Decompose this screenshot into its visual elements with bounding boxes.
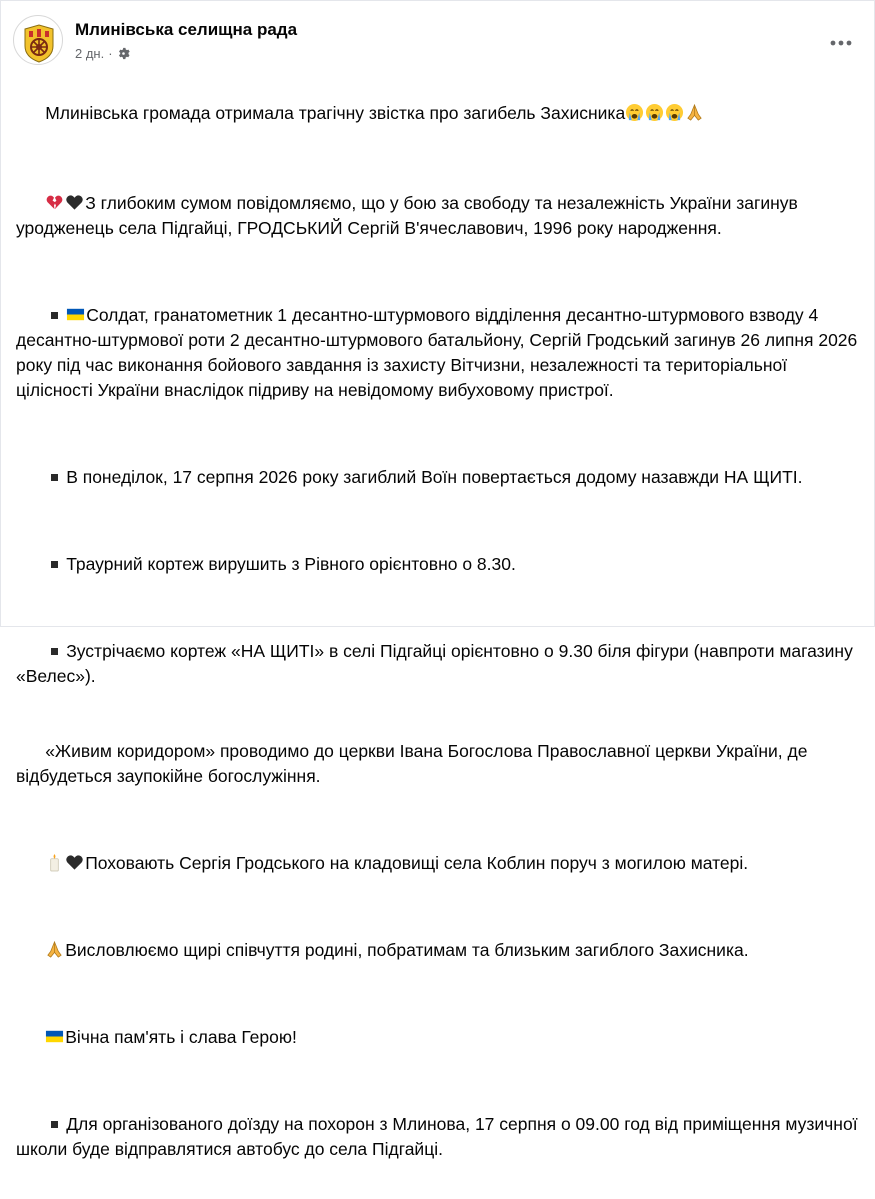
paragraph-text: Траурний кортеж вирушить з Рівного орієнтовно о 8.30. bbox=[66, 554, 516, 574]
paragraph-text: В понеділок, 17 серпня 2026 року загиблий Воїн повертається додому назавжди НА ЩИТІ. bbox=[66, 467, 803, 487]
post-paragraph bbox=[16, 166, 861, 266]
crying-face-icon bbox=[625, 103, 644, 122]
black-square-bullet-icon bbox=[51, 1121, 58, 1128]
post-paragraph bbox=[16, 1000, 861, 1075]
ukraine-flag-icon bbox=[66, 305, 85, 324]
paragraph-text: Для організованого доїзду на похорон з Млинова, 17 серпня о 09.00 год від приміщення музичної школи буде відправлятися автобус до села Підгайці. bbox=[16, 1114, 863, 1159]
broken-heart-icon bbox=[45, 193, 64, 212]
black-square-bullet-icon bbox=[51, 561, 58, 568]
meta-separator: · bbox=[108, 46, 113, 61]
post-paragraph bbox=[16, 1087, 861, 1187]
paragraph-text: З глибоким сумом повідомляємо, що у бою за свободу та незалежність України загинув уродженець села Підгайці, ГРОДСЬКИЙ Сергій В'ячеславович, 1996 року народження. bbox=[16, 193, 803, 238]
ukraine-flag-icon bbox=[45, 1027, 64, 1046]
post-paragraph bbox=[16, 76, 861, 151]
paragraph-text: Млинівська громада отримала трагічну звістка про загибель Захисника bbox=[45, 103, 626, 123]
black-square-bullet-icon bbox=[51, 312, 58, 319]
post-paragraph bbox=[16, 826, 861, 901]
post-content bbox=[16, 76, 861, 1199]
black-heart-icon bbox=[65, 853, 84, 872]
page-name[interactable]: Млинівська селищна рада bbox=[75, 20, 298, 39]
paragraph-text: «Живим коридором» проводимо до церкви Івана Богослова Православної церкви України, де відбудеться заупокійне богослужіння. bbox=[16, 741, 813, 786]
post-paragraph bbox=[16, 278, 861, 428]
post-paragraph bbox=[16, 527, 861, 602]
more-dots-icon bbox=[830, 40, 852, 46]
page-avatar[interactable] bbox=[13, 15, 63, 65]
post-header bbox=[13, 15, 863, 67]
post-paragraph bbox=[16, 614, 861, 714]
paragraph-text: Вічна пам'ять і слава Герою! bbox=[65, 1027, 297, 1047]
black-square-bullet-icon bbox=[51, 648, 58, 655]
crying-face-icon bbox=[665, 103, 684, 122]
post-paragraph bbox=[16, 913, 861, 988]
crying-face-icon bbox=[645, 103, 664, 122]
paragraph-text: Висловлюємо щирі співчуття родині, побратимам та близьким загиблого Захисника. bbox=[65, 940, 749, 960]
candle-icon bbox=[45, 853, 64, 872]
black-square-bullet-icon bbox=[51, 474, 58, 481]
post-paragraph bbox=[16, 714, 861, 814]
paragraph-text: Поховають Сергія Гродського на кладовищі села Коблин поруч з могилою матері. bbox=[85, 853, 749, 873]
post-time[interactable]: 2 дн. bbox=[75, 46, 105, 61]
praying-hands-icon bbox=[685, 103, 704, 122]
paragraph-text: Зустрічаємо кортеж «НА ЩИТІ» в селі Підгайці орієнтовно о 9.30 біля фігури (навпроти магазину «Велес»). bbox=[16, 641, 858, 686]
more-options-button[interactable] bbox=[823, 25, 859, 61]
post-meta bbox=[75, 46, 130, 61]
praying-hands-icon bbox=[45, 940, 64, 959]
black-heart-icon bbox=[65, 193, 84, 212]
paragraph-text: Солдат, гранатометник 1 десантно-штурмового відділення десантно-штурмового взводу 4 десантно-штурмової роти 2 десантно-штурмового батальйону, Сергій Гродський загинув 26 липня 2026 року під час виконання бойового завдання із захисту Вітчизни, незалежності та територіальної цілісності України внаслідок підриву на невідомому вибуховому пристрої. bbox=[16, 305, 863, 400]
gear-icon[interactable] bbox=[117, 47, 130, 60]
post-paragraph bbox=[16, 440, 861, 515]
